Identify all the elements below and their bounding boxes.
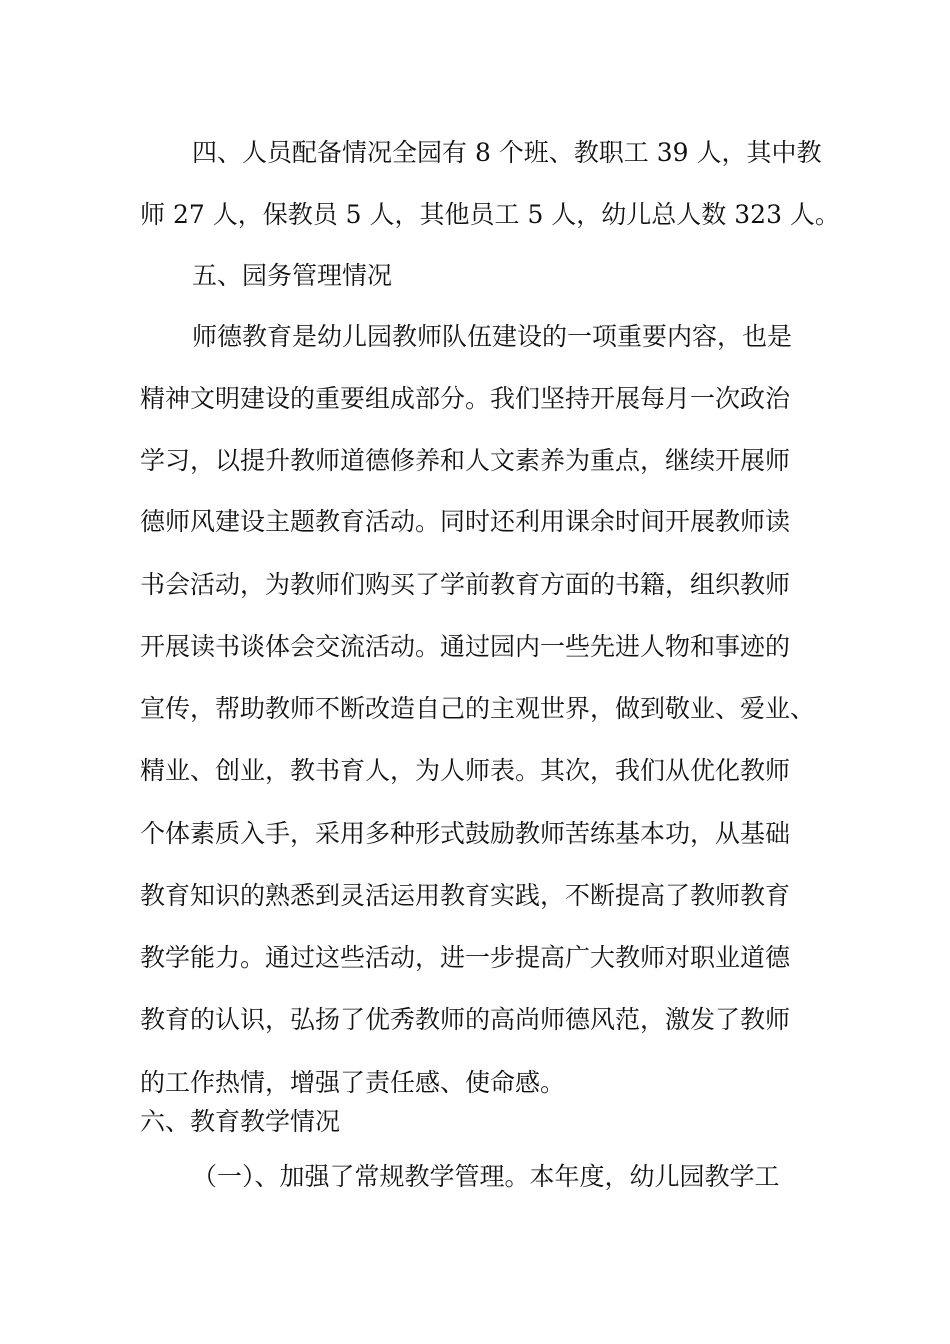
text-line: 宣传，帮助教师不断改造自己的主观世界，做到敬业、爱业、 [140,694,816,723]
text-line: （一）、加强了常规教学管理。本年度，幼儿园教学工 [192,1162,780,1191]
text-line: 师 27 人，保教员 5 人，其他员工 5 人，幼儿总人数 323 人。 [140,200,840,229]
text-line: 精神文明建设的重要组成部分。我们坚持开展每月一次政治 [140,384,791,413]
section-heading: 六、教育教学情况 [140,1107,341,1136]
text-line: 教育的认识，弘扬了优秀教师的高尚师德风范，激发了教师 [140,1005,791,1034]
text-line: 个体素质入手，采用多种形式鼓励教师苦练基本功，从基础 [140,819,791,848]
text-line: 书会活动，为教师们购买了学前教育方面的书籍，组织教师 [140,570,791,599]
text-line: 教学能力。通过这些活动，进一步提高广大教师对职业道德 [140,943,791,972]
text-line: 德师风建设主题教育活动。同时还利用课余时间开展教师读 [140,507,791,536]
text-line: 师德教育是幼儿园教师队伍建设的一项重要内容，也是 [192,322,793,351]
text-line: 的工作热情，增强了责任感、使命感。 [140,1068,566,1097]
text-line: 精业、创业，教书育人，为人师表。其次，我们从优化教师 [140,756,791,785]
text-line: 教育知识的熟悉到灵活运用教育实践，不断提高了教师教育 [140,881,791,910]
section-heading: 五、园务管理情况 [192,261,393,290]
text-line: 四、人员配备情况全园有 8 个班、教职工 39 人，其中教 [192,138,822,167]
text-line: 学习，以提升教师道德修养和人文素养为重点，继续开展师 [140,446,791,475]
text-line: 开展读书谈体会交流活动。通过园内一些先进人物和事迹的 [140,632,791,661]
